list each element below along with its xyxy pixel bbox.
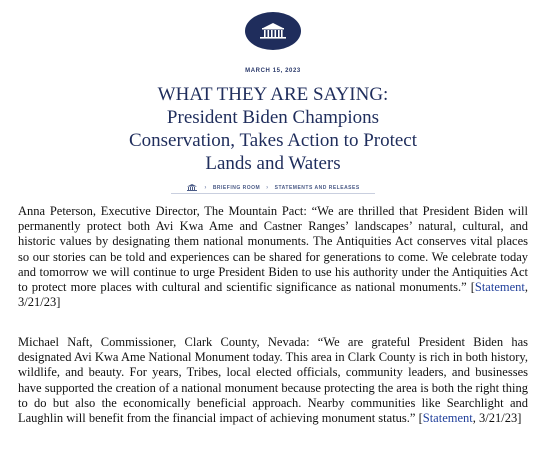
white-house-icon[interactable]	[186, 184, 198, 191]
title-line-3: Conservation, Takes Action to Protect	[128, 130, 418, 151]
quote-paragraph	[18, 204, 528, 310]
title-line-4: Lands and Waters	[205, 153, 341, 174]
quote-date: , 3/21/23]	[18, 280, 528, 310]
white-house-icon	[256, 21, 290, 41]
breadcrumb-underline	[171, 193, 375, 194]
title-line-2: President Biden Champions	[166, 107, 380, 128]
breadcrumb-separator: ›	[266, 184, 269, 191]
breadcrumb-separator: ›	[204, 184, 207, 191]
statement-link[interactable]: Statement	[422, 411, 473, 426]
breadcrumb-statements-and-releases[interactable]: STATEMENTS AND RELEASES	[274, 184, 360, 191]
title-line-1: WHAT THEY ARE SAYING:	[157, 84, 389, 105]
breadcrumb	[0, 184, 546, 191]
breadcrumb-briefing-room[interactable]: BRIEFING ROOM	[212, 184, 261, 191]
logo-container	[0, 12, 546, 50]
release-date: MARCH 15, 2023	[245, 68, 301, 74]
quote-text: Michael Naft, Commissioner, Clark County, Nevada: “We are grateful President Biden has designated Avi Kwa Ame National Monument today. This area in Clark County is rich in both history, wildlife, and beauty. For years, Tribes, local elected officials, community leaders, and businesses have supported the creation of a national monument because protecting the area is both the right thing to do but also the economically beneficial approach. Nearby communities like Searchlight and Laughlin will benefit from the financial impact of achieving monument status.” [	[18, 335, 528, 426]
white-house-logo[interactable]	[245, 12, 301, 50]
page-title	[0, 83, 546, 175]
quote-text: Anna Peterson, Executive Director, The Mountain Pact: “We are thrilled that President Biden will permanently protect both Avi Kwa Ame and Castner Ranges’ landscapes’ natural, cultural, and historic values by designating them national monuments. The Antiquities Act conserves vital places so our stories can be told and experiences can be shared for generations to come. We celebrate today and tomorrow we will continue to urge President Biden to use his authority under the Antiquities Act to protect more places with cultural and scientific significance as national monuments.” [	[18, 204, 528, 295]
quote-date: , 3/21/23]	[472, 411, 522, 426]
quote-paragraph	[18, 335, 528, 426]
statement-link[interactable]: Statement	[474, 280, 525, 295]
